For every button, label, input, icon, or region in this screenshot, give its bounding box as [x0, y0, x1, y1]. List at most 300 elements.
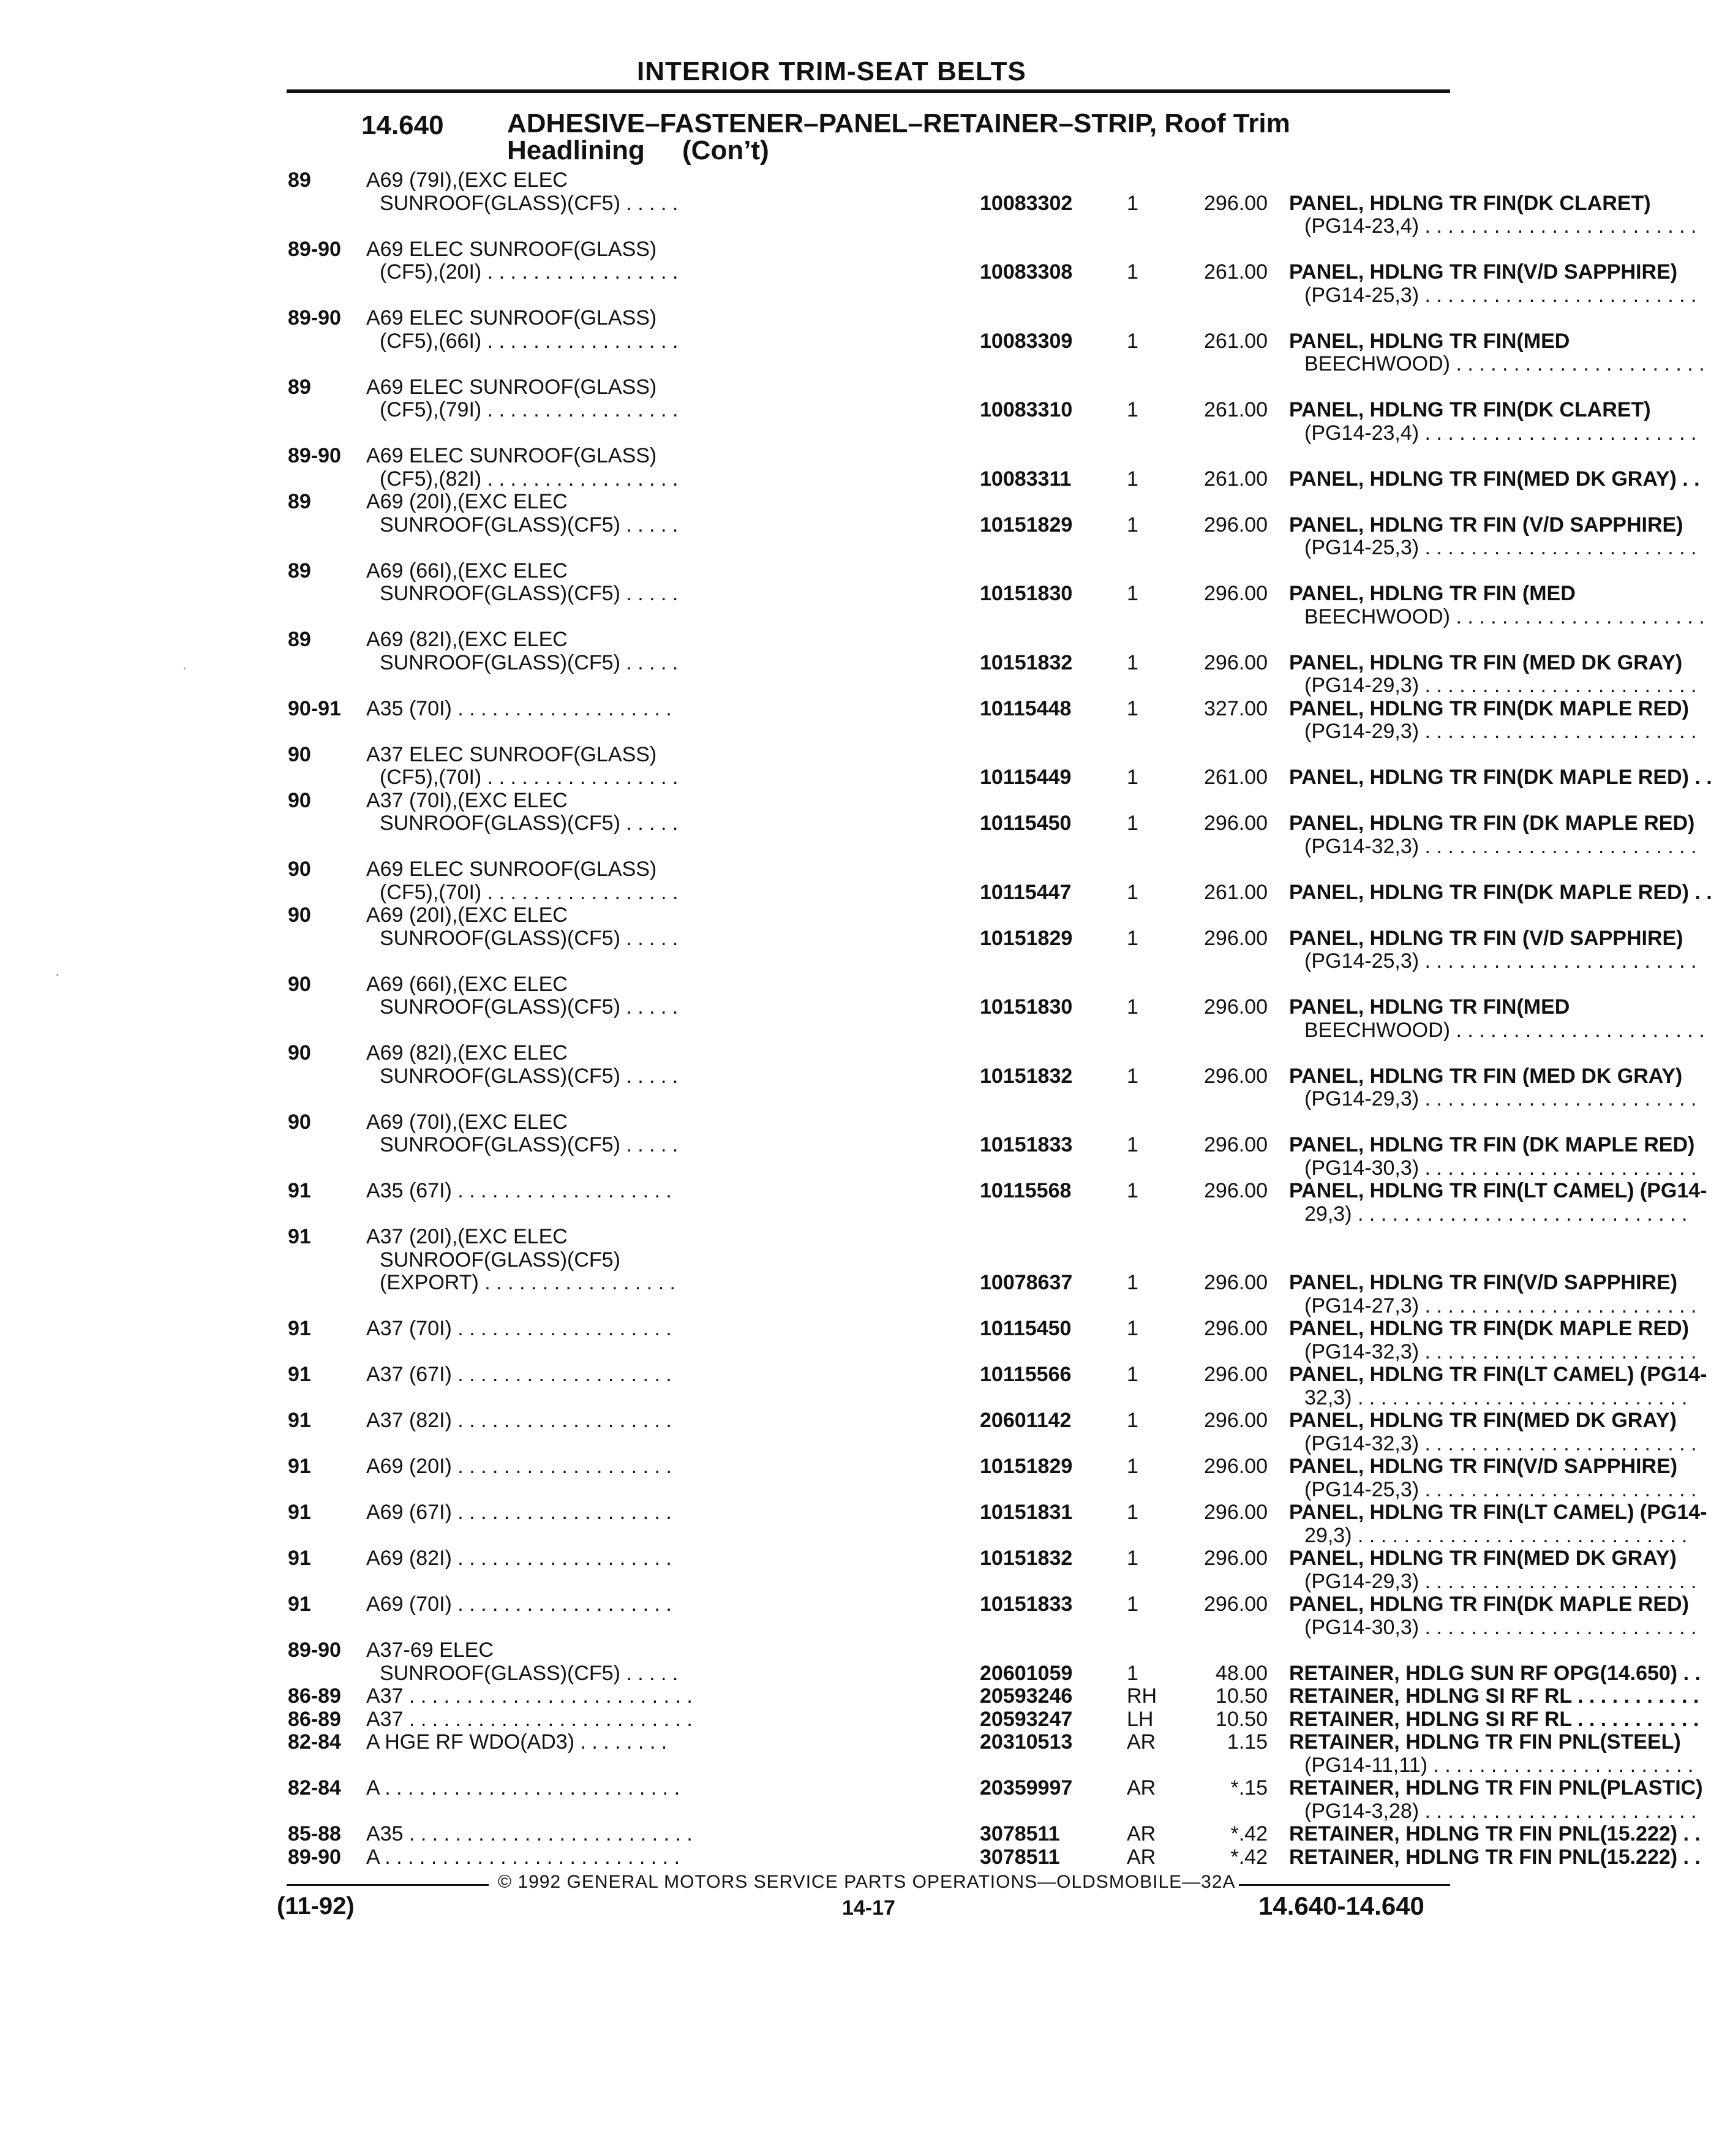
price: 296.00 — [1204, 1363, 1268, 1386]
part-name: (PG14-29,3) . . . . . . . . . . . . . . . . . . . . . . . . — [1304, 1569, 1697, 1593]
price: 296.00 — [1204, 1179, 1268, 1202]
parts-row — [288, 995, 1570, 1019]
part-name: PANEL, HDLNG TR FIN(DK MAPLE RED) . . — [1289, 766, 1712, 789]
parts-row — [288, 1133, 1695, 1157]
quantity: 1 — [1127, 582, 1138, 605]
parts-row — [288, 1179, 1707, 1203]
application-description: A37-69 ELEC — [366, 1638, 494, 1662]
part-number: 3078511 — [980, 1845, 1060, 1869]
page-header-title: INTERIOR TRIM-SEAT BELTS — [637, 56, 1026, 86]
parts-row — [288, 1569, 1697, 1594]
part-name: PANEL, HDLNG TR FIN(DK MAPLE RED) — [1289, 1317, 1689, 1340]
part-number: 10083310 — [980, 398, 1073, 421]
price: 296.00 — [1204, 1593, 1268, 1616]
quantity: 1 — [1127, 1271, 1138, 1294]
application-description: A35 . . . . . . . . . . . . . . . . . . . . . . . . . — [366, 1822, 693, 1845]
part-name: PANEL, HDLNG TR FIN(LT CAMEL) (PG14- — [1289, 1179, 1707, 1202]
application-description: A69 ELEC SUNROOF(GLASS) — [366, 375, 657, 399]
quantity: 1 — [1127, 1501, 1138, 1524]
quantity: LH — [1127, 1707, 1154, 1731]
model-years: 90 — [288, 1110, 311, 1134]
parts-row — [288, 1684, 1699, 1708]
application-description: (CF5),(66I) . . . . . . . . . . . . . . . . . — [380, 329, 679, 353]
parts-row — [288, 1730, 1681, 1754]
part-number: 10151832 — [980, 650, 1073, 674]
price: 296.00 — [1204, 1064, 1268, 1088]
price: 296.00 — [1204, 1133, 1268, 1156]
parts-row — [288, 352, 1705, 376]
parts-row — [288, 1799, 1697, 1823]
price: 296.00 — [1204, 1317, 1268, 1340]
model-years: 90-91 — [288, 696, 341, 720]
model-years: 91 — [288, 1363, 311, 1386]
parts-row — [288, 169, 1451, 192]
application-description: A69 (82I),(EXC ELEC — [366, 1041, 568, 1065]
quantity: 1 — [1127, 880, 1138, 904]
application-description: A69 (70I) . . . . . . . . . . . . . . . . . . . — [366, 1593, 672, 1616]
application-description: SUNROOF(GLASS)(CF5) . . . . . — [380, 191, 679, 215]
parts-row — [288, 1845, 1701, 1869]
application-description: SUNROOF(GLASS)(CF5) . . . . . — [380, 995, 679, 1019]
model-years: 90 — [288, 903, 311, 927]
parts-row — [288, 191, 1651, 216]
revision-date: (11-92) — [277, 1893, 355, 1920]
part-name: (PG14-32,3) . . . . . . . . . . . . . . . . . . . . . . . . — [1304, 1431, 1697, 1455]
part-number: 20601059 — [980, 1661, 1073, 1685]
part-name: BEECHWOOD) . . . . . . . . . . . . . . . . . . . . . . — [1304, 352, 1705, 375]
parts-row — [288, 398, 1651, 422]
parts-row — [288, 467, 1700, 491]
parts-row — [288, 1271, 1678, 1295]
application-description: A69 (66I),(EXC ELEC — [366, 559, 568, 582]
part-number: 20601142 — [980, 1409, 1072, 1432]
application-description: SUNROOF(GLASS)(CF5) . . . . . — [380, 1064, 679, 1088]
section-number: 14.640 — [361, 110, 444, 140]
parts-row — [288, 260, 1678, 284]
scan-speck — [184, 668, 186, 669]
footer-rule-left — [287, 1884, 489, 1886]
quantity: 1 — [1127, 1064, 1138, 1088]
part-name: (PG14-25,3) . . . . . . . . . . . . . . . . . . . . . . . . — [1304, 949, 1697, 973]
parts-row — [288, 1226, 1451, 1249]
application-description: (CF5),(70I) . . . . . . . . . . . . . . . . . — [380, 766, 679, 789]
parts-row — [288, 812, 1695, 835]
part-number: 10151833 — [980, 1593, 1073, 1616]
part-name: (PG14-27,3) . . . . . . . . . . . . . . . . . . . . . . . . — [1304, 1294, 1697, 1317]
part-name: PANEL, HDLNG TR FIN (MED — [1289, 582, 1576, 605]
quantity: AR — [1127, 1822, 1156, 1845]
part-name: (PG14-29,3) . . . . . . . . . . . . . . . . . . . . . . . . — [1304, 1087, 1697, 1110]
parts-row — [288, 1340, 1697, 1364]
part-number: 10151830 — [980, 582, 1073, 605]
parts-row — [288, 858, 1451, 881]
price: 296.00 — [1204, 582, 1268, 605]
price: 261.00 — [1204, 766, 1268, 789]
part-name: PANEL, HDLNG TR FIN(MED — [1289, 995, 1570, 1019]
application-description: A69 ELEC SUNROOF(GLASS) — [366, 237, 657, 261]
part-number: 10083311 — [980, 467, 1072, 491]
part-name: (PG14-32,3) . . . . . . . . . . . . . . . . . . . . . . . . — [1304, 834, 1697, 858]
quantity: 1 — [1127, 260, 1138, 284]
part-number: 10151830 — [980, 995, 1073, 1019]
parts-row — [288, 1593, 1689, 1616]
model-years: 91 — [288, 1547, 311, 1570]
application-description: A37 (82I) . . . . . . . . . . . . . . . . . . . — [366, 1409, 672, 1432]
part-name: RETAINER, HDLNG SI RF RL . . . . . . . . . . . — [1289, 1707, 1699, 1731]
application-description: (CF5),(20I) . . . . . . . . . . . . . . . . . — [380, 260, 679, 284]
application-description: SUNROOF(GLASS)(CF5) . . . . . — [380, 812, 679, 835]
copyright-notice: © 1992 GENERAL MOTORS SERVICE PARTS OPERATIONS—OLDSMOBILE—32A — [498, 1872, 1236, 1892]
parts-row — [288, 1776, 1703, 1800]
part-name: 32,3) . . . . . . . . . . . . . . . . . . . . . . . . . . . . . — [1304, 1385, 1688, 1409]
parts-row — [288, 1385, 1688, 1410]
part-name: PANEL, HDLNG TR FIN (DK MAPLE RED) — [1289, 812, 1695, 835]
part-number: 10151832 — [980, 1064, 1073, 1088]
parts-row — [288, 1501, 1707, 1525]
parts-row — [288, 421, 1697, 445]
part-number: 10078637 — [980, 1271, 1073, 1294]
quantity: 1 — [1127, 1661, 1138, 1685]
part-name: BEECHWOOD) . . . . . . . . . . . . . . . . . . . . . . — [1304, 1018, 1705, 1042]
part-name: (PG14-23,4) . . . . . . . . . . . . . . . . . . . . . . . . — [1304, 214, 1697, 238]
part-number: 10151829 — [980, 513, 1073, 537]
part-name: PANEL, HDLNG TR FIN (V/D SAPPHIRE) — [1289, 513, 1683, 537]
parts-row — [288, 1294, 1697, 1318]
part-name: PANEL, HDLNG TR FIN(LT CAMEL) (PG14- — [1289, 1363, 1707, 1386]
price: 48.00 — [1215, 1661, 1268, 1685]
application-description: (CF5),(82I) . . . . . . . . . . . . . . . . . — [380, 467, 679, 491]
model-years: 82-84 — [288, 1730, 341, 1754]
part-number: 10115568 — [980, 1179, 1072, 1202]
model-years: 91 — [288, 1409, 311, 1432]
part-name: PANEL, HDLNG TR FIN (MED DK GRAY) — [1289, 650, 1683, 674]
application-description: A . . . . . . . . . . . . . . . . . . . . . . . . . . — [366, 1845, 680, 1869]
parts-row — [288, 1822, 1701, 1846]
application-description: SUNROOF(GLASS)(CF5) . . . . . — [380, 513, 679, 537]
application-description: A69 (20I) . . . . . . . . . . . . . . . . . . . — [366, 1455, 672, 1478]
part-number: 20593246 — [980, 1684, 1073, 1708]
part-name: PANEL, HDLNG TR FIN(V/D SAPPHIRE) — [1289, 260, 1678, 284]
price: 10.50 — [1215, 1707, 1268, 1731]
parts-row — [288, 214, 1697, 238]
parts-row — [288, 491, 1451, 514]
parts-row — [288, 238, 1451, 262]
quantity: 1 — [1127, 467, 1138, 491]
parts-row — [288, 1707, 1699, 1732]
parts-row — [288, 445, 1451, 468]
part-name: PANEL, HDLNG TR FIN(MED DK GRAY) — [1289, 1547, 1677, 1570]
part-name: PANEL, HDLNG TR FIN(V/D SAPPHIRE) — [1289, 1271, 1678, 1294]
application-description: A69 (67I) . . . . . . . . . . . . . . . . . . . — [366, 1501, 672, 1524]
application-description: (CF5),(79I) . . . . . . . . . . . . . . . . . — [380, 398, 679, 421]
quantity: 1 — [1127, 1133, 1138, 1156]
price: 296.00 — [1204, 191, 1268, 215]
parts-row — [288, 1409, 1677, 1433]
quantity: 1 — [1127, 1547, 1138, 1570]
part-number: 10115449 — [980, 766, 1072, 789]
part-name: RETAINER, HDLNG TR FIN PNL(STEEL) — [1289, 1730, 1681, 1754]
model-years: 91 — [288, 1317, 311, 1340]
price: 296.00 — [1204, 1501, 1268, 1524]
parts-row — [288, 283, 1697, 307]
application-description: A69 (82I),(EXC ELEC — [366, 628, 568, 651]
parts-row — [288, 1547, 1677, 1570]
part-name: (PG14-11,11) . . . . . . . . . . . . . . . . . . . . . . . — [1304, 1753, 1694, 1777]
model-years: 86-89 — [288, 1684, 341, 1708]
part-number: 10115448 — [980, 696, 1072, 720]
application-description: (CF5),(70I) . . . . . . . . . . . . . . . . . — [380, 880, 679, 904]
part-number: 10115447 — [980, 880, 1072, 904]
application-description: A37 (20I),(EXC ELEC — [366, 1225, 568, 1248]
price: *.42 — [1230, 1822, 1268, 1845]
quantity: 1 — [1127, 513, 1138, 537]
model-years: 89 — [288, 490, 311, 513]
part-number: 10115450 — [980, 812, 1072, 835]
application-description: SUNROOF(GLASS)(CF5) . . . . . — [380, 1661, 679, 1685]
model-years: 89-90 — [288, 306, 341, 330]
part-name: PANEL, HDLNG TR FIN(DK MAPLE RED) . . — [1289, 880, 1712, 904]
part-number: 20593247 — [980, 1707, 1073, 1731]
model-years: 89 — [288, 559, 311, 582]
application-description: A69 (82I) . . . . . . . . . . . . . . . . . . . — [366, 1547, 672, 1570]
model-years: 90 — [288, 858, 311, 881]
model-years: 89 — [288, 628, 311, 651]
parts-list — [288, 168, 1712, 1869]
price: 1.15 — [1227, 1730, 1268, 1754]
quantity: 1 — [1127, 398, 1138, 421]
part-name: (PG14-3,28) . . . . . . . . . . . . . . . . . . . . . . . . — [1304, 1799, 1697, 1823]
part-name: PANEL, HDLNG TR FIN (MED DK GRAY) — [1289, 1064, 1683, 1088]
parts-row — [288, 696, 1689, 721]
parts-row — [288, 834, 1697, 859]
application-description: SUNROOF(GLASS)(CF5) . . . . . — [380, 926, 679, 950]
price: 296.00 — [1204, 1409, 1268, 1432]
quantity: 1 — [1127, 1455, 1138, 1478]
quantity: 1 — [1127, 1593, 1138, 1616]
application-description: A69 ELEC SUNROOF(GLASS) — [366, 858, 657, 881]
application-description: (EXPORT) . . . . . . . . . . . . . . . . . — [380, 1271, 676, 1294]
part-name: (PG14-30,3) . . . . . . . . . . . . . . . . . . . . . . . . — [1304, 1615, 1697, 1639]
model-years: 91 — [288, 1225, 311, 1248]
application-description: A69 ELEC SUNROOF(GLASS) — [366, 444, 657, 467]
quantity: 1 — [1127, 1363, 1138, 1386]
part-name: PANEL, HDLNG TR FIN(DK MAPLE RED) — [1289, 1593, 1689, 1616]
price: 296.00 — [1204, 1271, 1268, 1294]
parts-row — [288, 1477, 1697, 1502]
parts-row — [288, 880, 1712, 905]
price: 296.00 — [1204, 1455, 1268, 1478]
part-name: RETAINER, HDLNG TR FIN PNL(PLASTIC) — [1289, 1776, 1703, 1800]
parts-row — [288, 1018, 1705, 1042]
price: 296.00 — [1204, 513, 1268, 537]
part-number: 10151829 — [980, 926, 1073, 950]
parts-row — [288, 1042, 1451, 1065]
price: 296.00 — [1204, 650, 1268, 674]
part-name: RETAINER, HDLNG TR FIN PNL(15.222) . . — [1289, 1845, 1701, 1869]
model-years: 89 — [288, 168, 311, 192]
part-name: PANEL, HDLNG TR FIN (DK MAPLE RED) — [1289, 1133, 1695, 1156]
application-description: A69 (79I),(EXC ELEC — [366, 168, 568, 192]
part-name: PANEL, HDLNG TR FIN(LT CAMEL) (PG14- — [1289, 1501, 1707, 1524]
model-years: 89 — [288, 375, 311, 399]
part-name: RETAINER, HDLNG SI RF RL . . . . . . . . . . . — [1289, 1684, 1699, 1708]
price: 296.00 — [1204, 926, 1268, 950]
parts-row — [288, 1156, 1697, 1180]
header-rule — [287, 89, 1450, 93]
footer-rule-right — [1239, 1884, 1450, 1886]
quantity: RH — [1127, 1684, 1157, 1708]
quantity: 1 — [1127, 650, 1138, 674]
parts-row — [288, 1431, 1697, 1456]
model-years: 89-90 — [288, 237, 341, 261]
parts-row — [288, 1523, 1688, 1548]
application-description: SUNROOF(GLASS)(CF5) . . . . . — [380, 650, 679, 674]
parts-row — [288, 1615, 1697, 1640]
parts-row — [288, 560, 1451, 583]
model-years: 89-90 — [288, 1845, 341, 1869]
application-description: A . . . . . . . . . . . . . . . . . . . . . . . . . . — [366, 1776, 680, 1800]
parts-row — [288, 536, 1697, 560]
part-name: PANEL, HDLNG TR FIN(MED — [1289, 329, 1570, 353]
price: 261.00 — [1204, 260, 1268, 284]
part-name: 29,3) . . . . . . . . . . . . . . . . . . . . . . . . . . . . . — [1304, 1202, 1688, 1226]
model-years: 89-90 — [288, 444, 341, 467]
price: 296.00 — [1204, 1547, 1268, 1570]
parts-row — [288, 1087, 1697, 1111]
price: 296.00 — [1204, 995, 1268, 1019]
parts-row — [288, 1753, 1694, 1777]
parts-row — [288, 904, 1451, 927]
part-name: PANEL, HDLNG TR FIN (V/D SAPPHIRE) — [1289, 926, 1683, 950]
part-number: 10151832 — [980, 1547, 1073, 1570]
model-years: 90 — [288, 1041, 311, 1065]
parts-row — [288, 650, 1683, 675]
parts-row — [288, 766, 1712, 790]
quantity: 1 — [1127, 1179, 1138, 1202]
model-years: 91 — [288, 1501, 311, 1524]
part-number: 10083309 — [980, 329, 1073, 353]
parts-row — [288, 674, 1697, 698]
application-description: A35 (70I) . . . . . . . . . . . . . . . . . . . — [366, 696, 672, 720]
part-name: PANEL, HDLNG TR FIN(MED DK GRAY) — [1289, 1409, 1677, 1432]
part-number: 10115566 — [980, 1363, 1072, 1386]
application-description: A69 (20I),(EXC ELEC — [366, 490, 568, 513]
quantity: AR — [1127, 1845, 1156, 1869]
price: 10.50 — [1215, 1684, 1268, 1708]
model-years: 82-84 — [288, 1776, 341, 1800]
parts-row — [288, 307, 1451, 330]
part-name: (PG14-25,3) . . . . . . . . . . . . . . . . . . . . . . . . — [1304, 1477, 1697, 1501]
page-number: 14-17 — [842, 1896, 895, 1920]
price: 261.00 — [1204, 398, 1268, 421]
parts-row — [288, 582, 1576, 606]
model-years: 86-89 — [288, 1707, 341, 1731]
quantity: 1 — [1127, 191, 1138, 215]
parts-row — [288, 1639, 1451, 1662]
application-description: A37 . . . . . . . . . . . . . . . . . . . . . . . . . — [366, 1707, 693, 1731]
parts-row — [288, 926, 1683, 951]
quantity: AR — [1127, 1776, 1156, 1800]
model-years: 90 — [288, 788, 311, 812]
parts-row — [288, 376, 1451, 399]
parts-row — [288, 329, 1570, 353]
part-number: 10151831 — [980, 1501, 1073, 1524]
parts-row — [288, 1363, 1707, 1387]
part-number: 10151833 — [980, 1133, 1073, 1156]
parts-row — [288, 605, 1705, 629]
part-name: RETAINER, HDLNG TR FIN PNL(15.222) . . — [1289, 1822, 1701, 1845]
quantity: AR — [1127, 1730, 1156, 1754]
part-name: (PG14-30,3) . . . . . . . . . . . . . . . . . . . . . . . . — [1304, 1156, 1697, 1180]
parts-row — [288, 628, 1451, 652]
price: *.15 — [1230, 1776, 1268, 1800]
quantity: 1 — [1127, 1409, 1138, 1432]
application-description: A69 ELEC SUNROOF(GLASS) — [366, 306, 657, 330]
part-number: 20359997 — [980, 1776, 1073, 1800]
part-name: (PG14-32,3) . . . . . . . . . . . . . . . . . . . . . . . . — [1304, 1340, 1697, 1363]
application-description: SUNROOF(GLASS)(CF5) — [380, 1248, 620, 1272]
price: 261.00 — [1204, 467, 1268, 491]
model-years: 85-88 — [288, 1822, 341, 1845]
application-description: A37 (70I) . . . . . . . . . . . . . . . . . . . — [366, 1317, 672, 1340]
part-name: PANEL, HDLNG TR FIN(MED DK GRAY) . . — [1289, 467, 1700, 491]
quantity: 1 — [1127, 995, 1138, 1019]
price: 327.00 — [1204, 696, 1268, 720]
part-number: 10083302 — [980, 191, 1073, 215]
model-years: 89-90 — [288, 1638, 341, 1662]
model-years: 91 — [288, 1593, 311, 1616]
part-name: (PG14-25,3) . . . . . . . . . . . . . . . . . . . . . . . . — [1304, 536, 1697, 559]
application-description: SUNROOF(GLASS)(CF5) . . . . . — [380, 582, 679, 605]
part-number: 10115450 — [980, 1317, 1072, 1340]
price: 261.00 — [1204, 329, 1268, 353]
part-name: (PG14-29,3) . . . . . . . . . . . . . . . . . . . . . . . . — [1304, 720, 1697, 743]
parts-row — [288, 1202, 1688, 1226]
parts-row — [288, 1455, 1678, 1479]
part-name: 29,3) . . . . . . . . . . . . . . . . . . . . . . . . . . . . . — [1304, 1523, 1688, 1547]
part-name: RETAINER, HDLG SUN RF OPG(14.650) . . — [1289, 1661, 1701, 1685]
section-title-line1: ADHESIVE–FASTENER–PANEL–RETAINER–STRIP, Roof Trim — [507, 108, 1290, 138]
application-description: A69 (20I),(EXC ELEC — [366, 903, 568, 927]
part-name: BEECHWOOD) . . . . . . . . . . . . . . . . . . . . . . — [1304, 605, 1705, 628]
price: 261.00 — [1204, 880, 1268, 904]
part-name: (PG14-25,3) . . . . . . . . . . . . . . . . . . . . . . . . — [1304, 283, 1697, 307]
parts-row — [288, 513, 1683, 537]
price: *.42 — [1230, 1845, 1268, 1869]
part-number: 3078511 — [980, 1822, 1060, 1845]
model-years: 90 — [288, 742, 311, 766]
application-description: A37 (67I) . . . . . . . . . . . . . . . . . . . — [366, 1363, 672, 1386]
part-number: 10151829 — [980, 1455, 1073, 1478]
part-name: PANEL, HDLNG TR FIN(DK MAPLE RED) — [1289, 696, 1689, 720]
part-name: (PG14-23,4) . . . . . . . . . . . . . . . . . . . . . . . . — [1304, 421, 1697, 445]
section-title-line2: Headlining (Con’t) — [507, 135, 769, 165]
parts-row — [288, 1111, 1451, 1134]
application-description: A37 ELEC SUNROOF(GLASS) — [366, 742, 657, 766]
part-name: PANEL, HDLNG TR FIN(V/D SAPPHIRE) — [1289, 1455, 1678, 1478]
quantity: 1 — [1127, 926, 1138, 950]
part-number: 20310513 — [980, 1730, 1073, 1754]
part-name: (PG14-29,3) . . . . . . . . . . . . . . . . . . . . . . . . — [1304, 674, 1697, 697]
parts-row — [288, 744, 1451, 767]
parts-row — [288, 1064, 1683, 1088]
quantity: 1 — [1127, 812, 1138, 835]
quantity: 1 — [1127, 696, 1138, 720]
parts-row — [288, 720, 1697, 744]
section-range: 14.640-14.640 — [1258, 1891, 1424, 1920]
scan-speck — [56, 974, 58, 976]
section-title — [507, 110, 1290, 164]
